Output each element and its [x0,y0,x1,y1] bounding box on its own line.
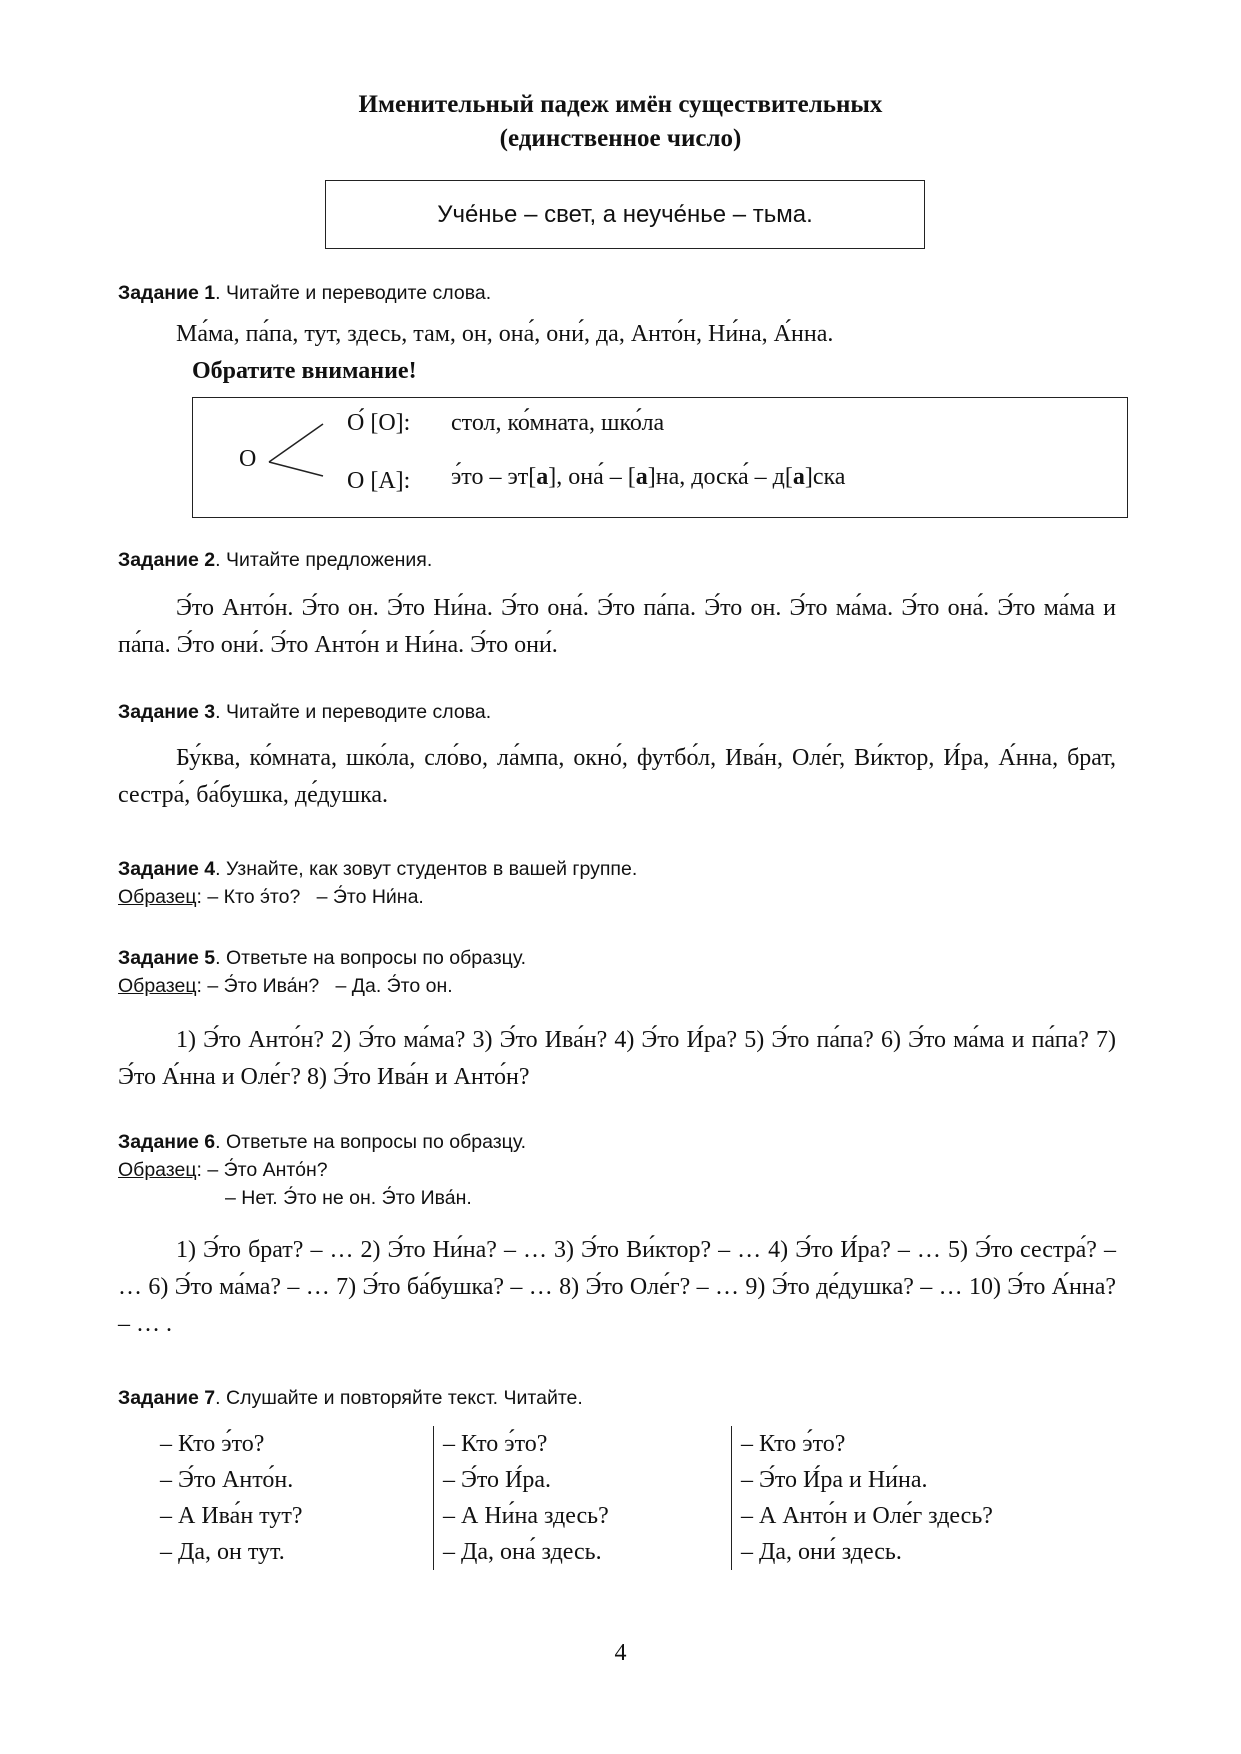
column-divider-1 [433,1426,434,1570]
column-divider-2 [731,1426,732,1570]
task4-heading [118,855,637,883]
task1-heading [118,279,491,307]
task5-sample-text: : – Э́то Ива́н? – Да. Э́то он. [196,975,453,997]
task6-heading [118,1128,526,1156]
branch-line-lower [269,462,323,476]
stressed-examples: стол, ко́мната, шко́ла [451,410,665,436]
task6-questions: 1) Э́то брат? – … 2) Э́то Ни́на? – … 3) Э́то Ви́ктор? – … 4) Э́то И́ра? – … 5) Э́то сестра́? – … 6) Э́то ма́ма? – … 7) Э́то ба́бушка? – … 8) Э́то Оле́г? – … 9) Э́то де́душка? – … 10) Э́то А́нна? – … . [118,1237,1116,1337]
task5-questions: 1) Э́то Анто́н? 2) Э́то ма́ма? 3) Э́то Ива́н? 4) Э́то И́ра? 5) Э́то па́па? 6) Э́то ма́ма и па́па? 7) Э́то А́нна и Оле́г? 8) Э́то Ива́н и Анто́н? [118,1027,1116,1090]
task3-words: Бу́ква, ко́мната, шко́ла, сло́во, ла́мпа, окно́, футбо́л, Ива́н, Оле́г, Ви́ктор, И́ра, А́нна, брат, сестра́, ба́бушка, де́душка. [118,745,1116,808]
task2-label: Задание 2 [118,549,216,571]
page-number: 4 [614,1640,627,1666]
task4-label: Задание 4 [118,858,216,880]
dialog-line: – Да, она́ здесь. [443,1539,602,1565]
task4-sample-text: : – Кто э́то? – Э́то Ни́на. [196,886,424,908]
task7-heading [118,1384,583,1412]
proverb-box [325,180,925,249]
dialog-line: – А Ива́н тут? [160,1503,303,1529]
task7-instruction: . Слушайте и повторяйте текст. Читайте. [215,1387,583,1409]
task5-instruction: . Ответьте на вопросы по образцу. [215,947,527,969]
task7-label: Задание 7 [118,1387,216,1409]
task3-label: Задание 3 [118,701,216,723]
task6-sample-answer: – Нет. Э́то не он. Э́то Ива́н. [225,1187,472,1209]
dialog-line: – А Ни́на здесь? [443,1503,609,1529]
dialog-line: – Да, они́ здесь. [741,1539,902,1565]
dialog-column-1 [160,1426,303,1570]
dialog-line: – Да, он тут. [160,1539,285,1565]
task5-sample-label: Образец [118,975,197,997]
task1-label: Задание 1 [118,282,216,304]
page-title: Именительный падеж имён существительных [358,91,883,118]
task3-instruction: . Читайте и переводите слова. [215,701,492,723]
dialog-column-3 [741,1426,993,1570]
task4-sample [118,883,424,911]
task4-instruction: . Узнайте, как зовут студентов в вашей группе. [215,858,638,880]
stressed-label: О́ [О]: [347,410,411,436]
dialog-column-2 [443,1426,609,1570]
task3-heading [118,698,491,726]
task5-heading [118,944,526,972]
task6-instruction: . Ответьте на вопросы по образцу. [215,1131,527,1153]
dialog-line: – Кто э́то? [160,1431,265,1457]
task1-instruction: . Читайте и переводите слова. [215,282,492,304]
rule-letter: О [239,446,257,472]
task6-sample-label: Образец [118,1159,197,1181]
task2-heading [118,546,432,574]
unstressed-examples: э́то – эт[а], она́ – [а]на, доска́ – д[а]ска [451,464,846,490]
dialog-line: – Э́то Анто́н. [160,1467,294,1493]
dialog-line: – Э́то И́ра. [443,1467,551,1493]
task2-sentences: Э́то Анто́н. Э́то он. Э́то Ни́на. Э́то она́. Э́то па́па. Э́то он. Э́то ма́ма. Э́то она́. Э́то ма́ма и па́па. Э́то они́. Э́то Анто́н и Ни́на. Э́то они́. [118,595,1116,658]
task5-sample [118,972,453,1000]
pronunciation-rule-box [192,397,1128,518]
task6-sample [118,1156,328,1184]
dialog-line: – Кто э́то? [741,1431,846,1457]
task6-label: Задание 6 [118,1131,216,1153]
proverb-text: Уче́нье – свет, а неуче́нье – тьма. [437,200,813,228]
dialog-line: – А Анто́н и Оле́г здесь? [741,1503,993,1529]
task2-instruction: . Читайте предложения. [215,549,433,571]
task5-label: Задание 5 [118,947,216,969]
task4-sample-label: Образец [118,886,197,908]
page-subtitle: (единственное число) [499,125,742,152]
branch-line-upper [269,424,323,462]
dialog-line: – Э́то И́ра и Ни́на. [741,1467,928,1493]
task1-words: Ма́ма, па́па, тут, здесь, там, он, она́, они́, да, Анто́н, Ни́на, А́нна. [176,321,834,347]
dialog-line: – Кто э́то? [443,1431,548,1457]
task6-sample-text: : – Э́то Анто́н? [196,1159,328,1181]
unstressed-label: О [А]: [347,468,411,494]
attention-heading: Обратите внимание! [192,358,417,384]
